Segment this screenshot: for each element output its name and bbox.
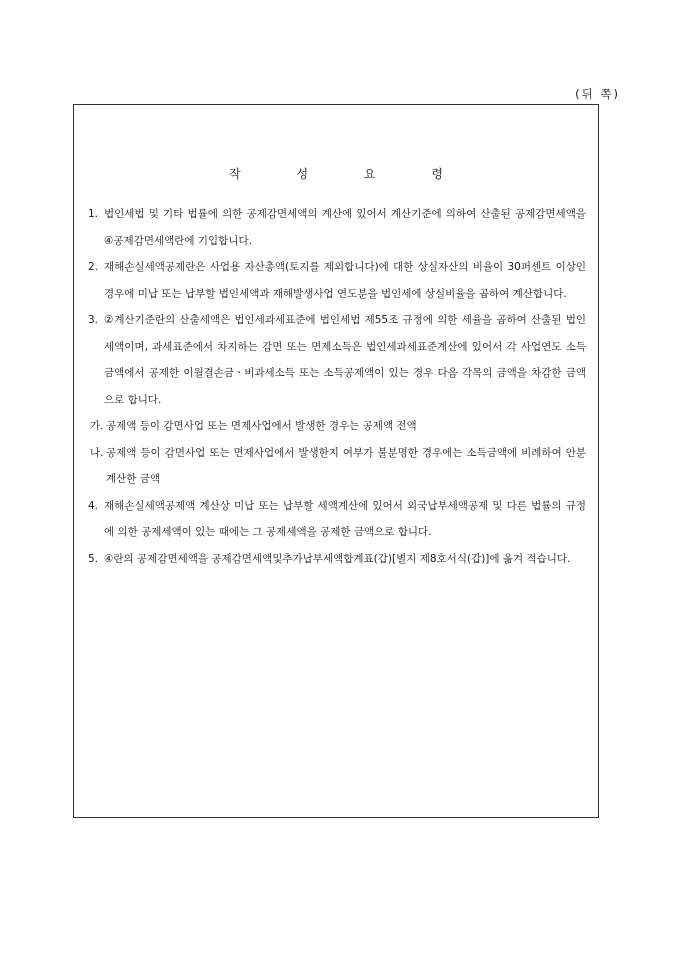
subitem-number: 가. [90,420,104,432]
item-text: ②계산기준란의 산출세액은 법인세과세표준에 법인세법 제55조 규정에 의한 세율을 곱하여 산출된 법인세액이며, 과세표준에서 차지하는 감면 또는 면제소득은 법인세과세표준계산에 있어서 각 사업연도 소득금액에서 공제한 이월결손금ㆍ비과세소득 또는 소득공제액이 있는 경우 다음 각목의 금액을 차감한 금액으로 합니다. [104,314,586,406]
instructions-frame [73,104,599,818]
item-number: 2. [88,261,99,273]
subitem-number: 나. [90,446,104,459]
page-side-label: (뒤 쪽) [575,87,620,101]
instruction-subitem-ga [90,413,586,440]
form-title: 작 성 요 령 [229,167,469,181]
item-number: 4. [88,499,99,512]
instruction-item-5 [88,546,586,573]
instruction-item-4 [88,493,586,546]
instruction-list [88,201,586,572]
item-number: 5. [88,552,99,565]
item-number: 1. [88,208,99,220]
subitem-text: 공제액 등이 감면사업 또는 면제사업에서 발생한 경우는 공제액 전액 [106,420,417,432]
subitem-text: 공제액 등이 감면사업 또는 면제사업에서 발생한지 여부가 불분명한 경우에는 소득금액에 비례하여 안분계산한 금액 [106,446,586,485]
item-text: 재해손실세액공제액 계산상 미납 또는 납부할 세액계산에 있어서 외국납부세액공제 및 다른 법률의 규정에 의한 공제세액이 있는 때에는 그 공제세액을 공제한 금액으로 합니다. [104,499,586,538]
item-text: ④란의 공제감면세액을 공제감면세액및추가납부세액합계표(갑)[별지 제8호서식(갑)]에 옮겨 적습니다. [104,552,571,565]
instruction-item-1 [88,201,586,254]
instruction-subitem-na [90,440,586,493]
instruction-item-2 [88,254,586,307]
item-text: 법인세법 및 기타 법률에 의한 공제감면세액의 계산에 있어서 계산기준에 의하여 산출된 공제감면세액을 ④공제감면세액란에 기입합니다. [104,208,586,247]
instruction-subitems [90,413,586,493]
item-number: 3. [88,314,99,326]
instruction-item-3 [88,307,586,413]
item-text: 재해손실세액공제란은 사업용 자산총액(토지를 제외합니다)에 대한 상실자산의 비율이 30퍼센트 이상인 경우에 미납 또는 납부할 법인세액과 재해발생사업 연도분을 법인세에 상실비율을 곱하여 계산합니다. [104,261,586,300]
